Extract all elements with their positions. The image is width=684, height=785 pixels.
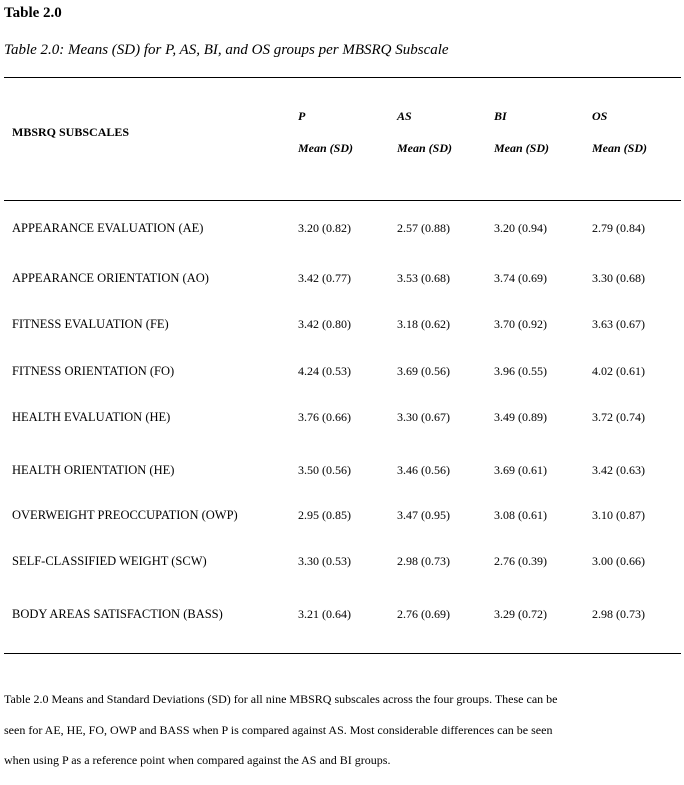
cell-p: 3.42 (0.80): [298, 317, 351, 331]
col-group-os: OS: [592, 109, 608, 123]
row-label: HEALTH EVALUATION (HE): [12, 410, 171, 424]
row-label: OVERWEIGHT PREOCCUPATION (OWP): [12, 508, 238, 522]
note-line: when using P as a reference point when compared against the AS and BI groups.: [4, 753, 391, 767]
cell-os: 3.10 (0.87): [592, 508, 645, 522]
cell-os: 3.00 (0.66): [592, 554, 645, 568]
bottom-rule: [4, 653, 681, 654]
col-stat-os: Mean (SD): [592, 141, 648, 155]
table-heading: Table 2.0: [4, 5, 62, 21]
cell-bi: 3.08 (0.61): [494, 508, 547, 522]
cell-os: 2.98 (0.73): [592, 607, 645, 621]
cell-os: 4.02 (0.61): [592, 364, 645, 378]
row-label: FITNESS EVALUATION (FE): [12, 317, 169, 331]
row-label: APPEARANCE EVALUATION (AE): [12, 221, 204, 235]
col-group-p: P: [298, 109, 306, 123]
header-rule: [4, 200, 681, 201]
top-rule: [4, 77, 681, 78]
cell-p: 3.21 (0.64): [298, 607, 351, 621]
cell-p: 3.42 (0.77): [298, 271, 351, 285]
cell-as: 2.57 (0.88): [397, 221, 450, 235]
cell-as: 3.53 (0.68): [397, 271, 450, 285]
cell-bi: 2.76 (0.39): [494, 554, 547, 568]
row-label: BODY AREAS SATISFACTION (BASS): [12, 607, 223, 621]
col-group-bi: BI: [494, 109, 507, 123]
cell-os: 2.79 (0.84): [592, 221, 645, 235]
cell-as: 3.47 (0.95): [397, 508, 450, 522]
table-caption: Table 2.0: Means (SD) for P, AS, BI, and OS groups per MBSRQ Subscale: [4, 42, 449, 58]
cell-os: 3.63 (0.67): [592, 317, 645, 331]
cell-as: 3.69 (0.56): [397, 364, 450, 378]
row-header: MBSRQ SUBSCALES: [12, 125, 130, 139]
col-group-as: AS: [397, 109, 412, 123]
col-stat-p: Mean (SD): [298, 141, 354, 155]
cell-os: 3.30 (0.68): [592, 271, 645, 285]
cell-bi: 3.70 (0.92): [494, 317, 547, 331]
cell-bi: 3.74 (0.69): [494, 271, 547, 285]
cell-p: 4.24 (0.53): [298, 364, 351, 378]
row-label: HEALTH ORIENTATION (HE): [12, 463, 175, 477]
cell-os: 3.42 (0.63): [592, 463, 645, 477]
cell-bi: 3.20 (0.94): [494, 221, 547, 235]
cell-bi: 3.96 (0.55): [494, 364, 547, 378]
cell-p: 3.50 (0.56): [298, 463, 351, 477]
cell-p: 3.30 (0.53): [298, 554, 351, 568]
cell-as: 2.98 (0.73): [397, 554, 450, 568]
cell-bi: 3.49 (0.89): [494, 410, 547, 424]
cell-as: 3.46 (0.56): [397, 463, 450, 477]
cell-p: 3.76 (0.66): [298, 410, 351, 424]
cell-as: 2.76 (0.69): [397, 607, 450, 621]
cell-os: 3.72 (0.74): [592, 410, 645, 424]
cell-bi: 3.29 (0.72): [494, 607, 547, 621]
col-stat-bi: Mean (SD): [494, 141, 550, 155]
row-label: APPEARANCE ORIENTATION (AO): [12, 271, 209, 285]
note-line: Table 2.0 Means and Standard Deviations (SD) for all nine MBSRQ subscales across the four groups. These can be: [4, 692, 558, 706]
col-stat-as: Mean (SD): [397, 141, 453, 155]
cell-as: 3.18 (0.62): [397, 317, 450, 331]
cell-p: 3.20 (0.82): [298, 221, 351, 235]
cell-as: 3.30 (0.67): [397, 410, 450, 424]
note-line: seen for AE, HE, FO, OWP and BASS when P is compared against AS. Most considerable differences can be seen: [4, 723, 553, 737]
cell-bi: 3.69 (0.61): [494, 463, 547, 477]
cell-p: 2.95 (0.85): [298, 508, 351, 522]
row-label: FITNESS ORIENTATION (FO): [12, 364, 175, 378]
row-label: SELF-CLASSIFIED WEIGHT (SCW): [12, 554, 207, 568]
